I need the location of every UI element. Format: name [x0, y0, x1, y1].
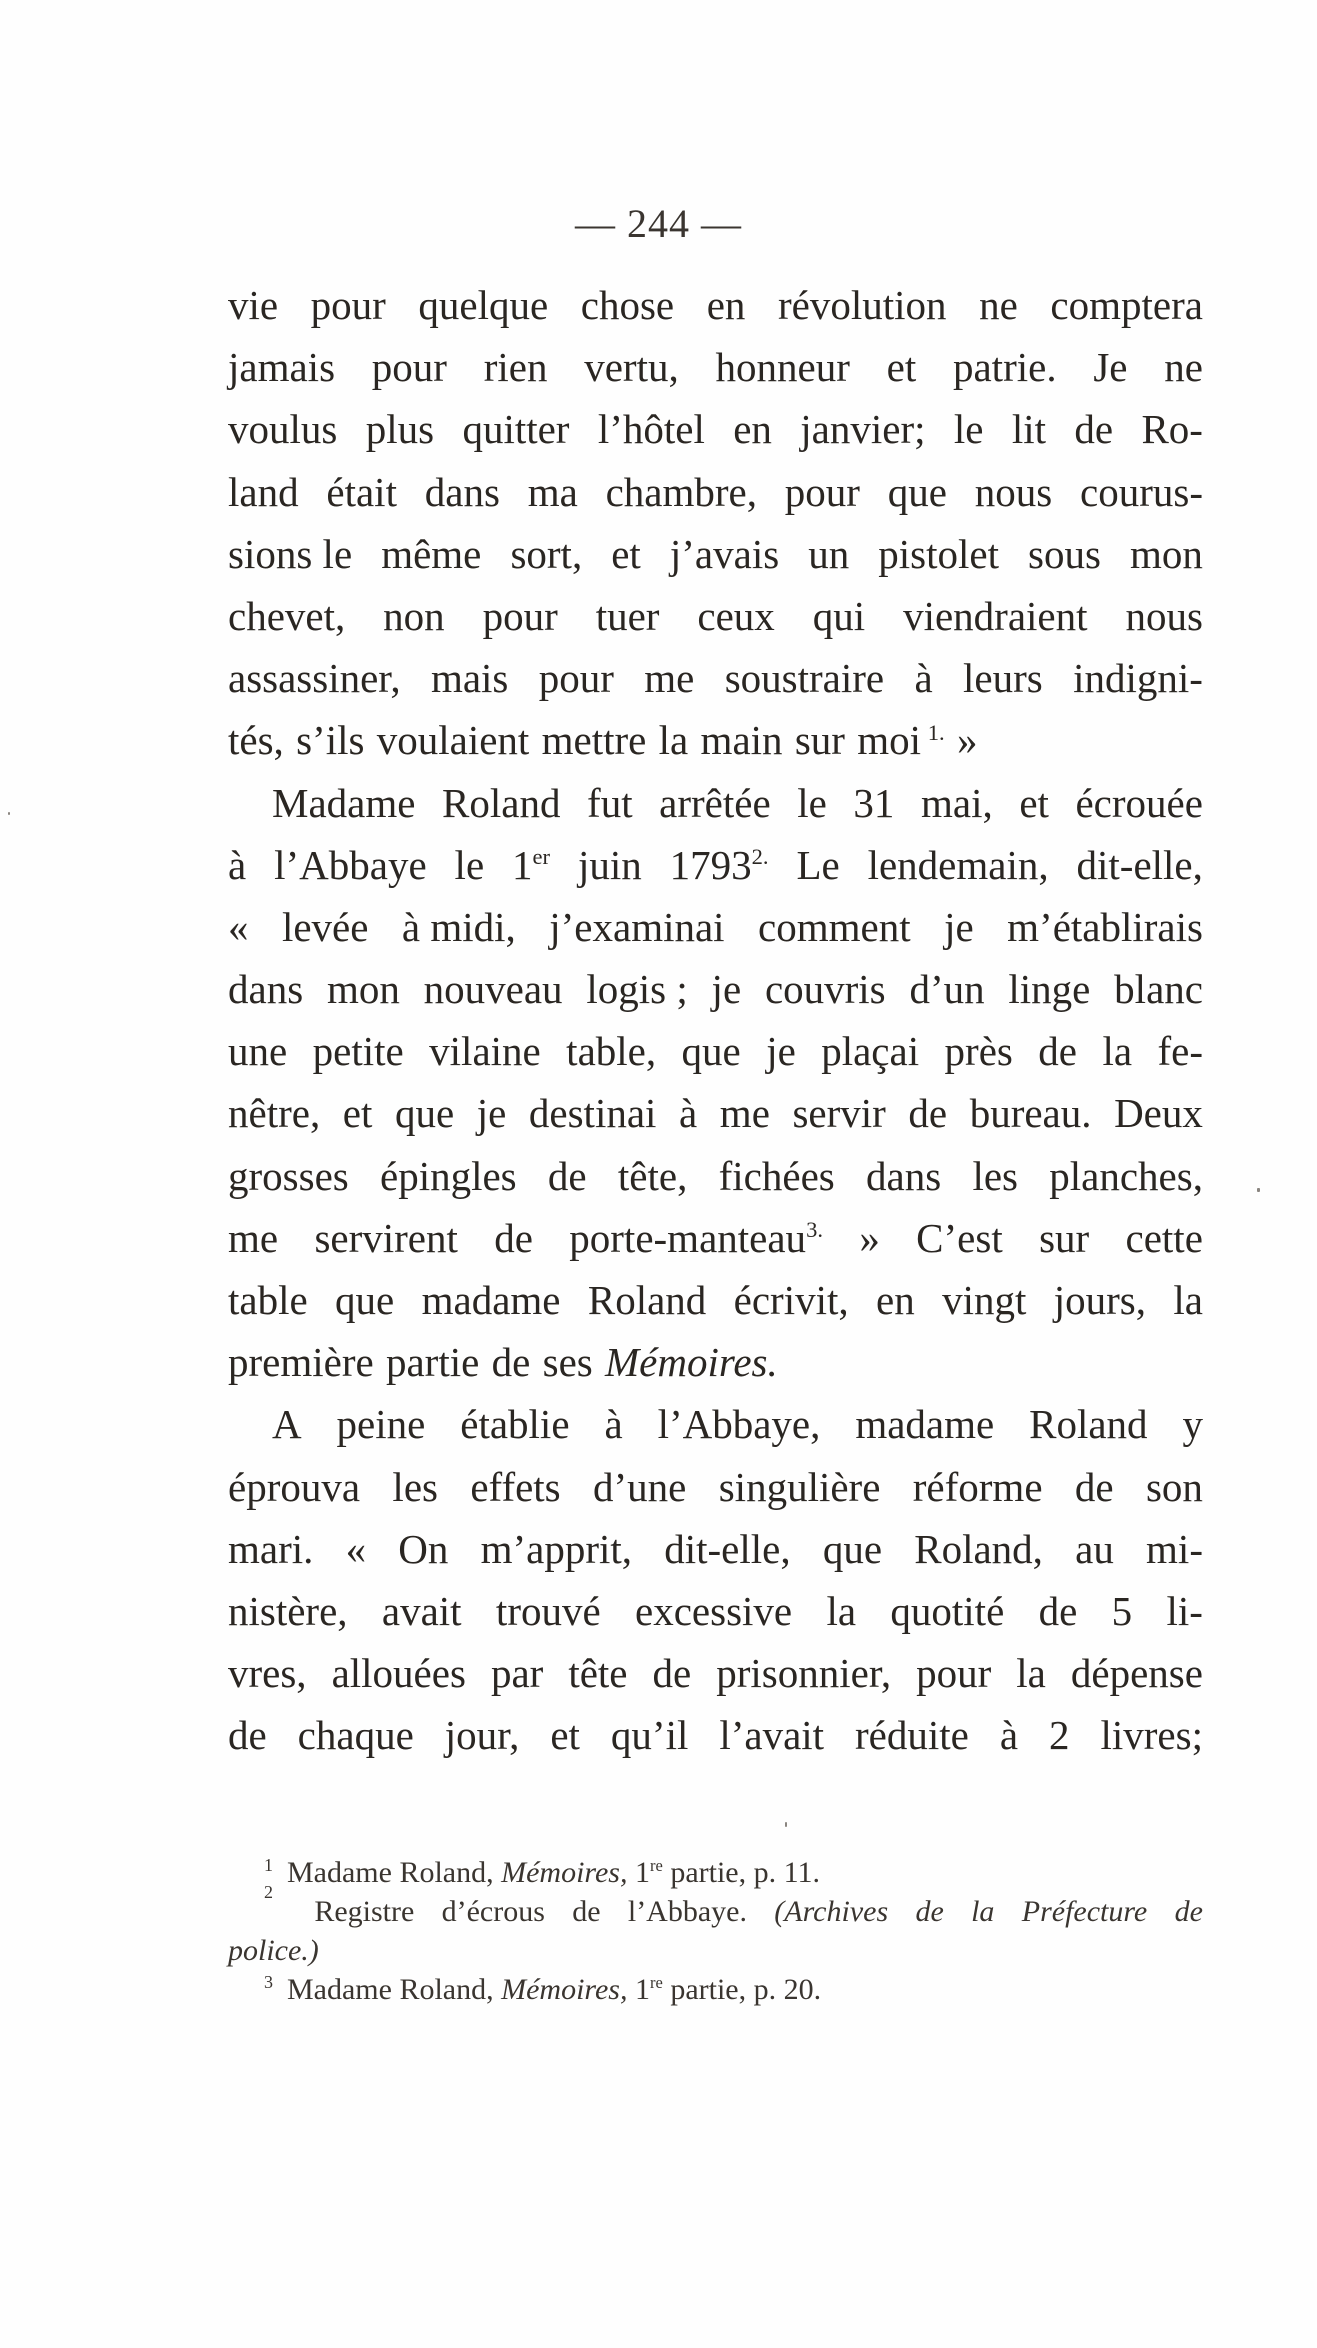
footnote-number: 1 [264, 1855, 273, 1875]
word: dit-elle, [1076, 841, 1203, 888]
word: réforme [912, 1463, 1043, 1510]
word: vingt [942, 1277, 1027, 1323]
word: plaçai [821, 1028, 920, 1075]
word: l’avait [719, 1712, 825, 1759]
word: et [1019, 779, 1049, 826]
word: de [491, 1339, 531, 1386]
word: honneur [715, 344, 850, 391]
text-line [228, 336, 1203, 398]
word: sions le [228, 530, 353, 577]
word: Roland [1029, 1401, 1148, 1448]
footnote-word: la [971, 1895, 995, 1928]
word: mari. [228, 1525, 314, 1572]
word: Le [796, 841, 840, 888]
text-line [228, 1207, 1203, 1269]
word: les [392, 1463, 438, 1510]
word: vres, [228, 1650, 307, 1697]
word: li- [1166, 1587, 1203, 1634]
word: une [228, 1028, 288, 1075]
word: linge [1008, 966, 1091, 1013]
footnote-number: 3 [264, 1972, 273, 1992]
footnote-sup: re [649, 1856, 663, 1875]
word: d’une [593, 1463, 687, 1510]
word: cette [1125, 1214, 1203, 1261]
text-line [228, 1456, 1203, 1518]
word: pour [916, 1650, 992, 1697]
word: lit [1011, 406, 1047, 453]
word: dépense [1070, 1650, 1203, 1697]
word: grosses [228, 1152, 349, 1199]
word: avait [381, 1587, 462, 1634]
word: table, [566, 1028, 657, 1075]
word: couvris [764, 966, 886, 1013]
word: lendemain, [867, 841, 1049, 888]
footnote-text: partie, p. 11. [662, 1856, 820, 1889]
word: de [652, 1650, 692, 1697]
text-line [228, 1331, 1203, 1393]
word: pour [482, 592, 558, 639]
text-line [228, 1642, 1203, 1704]
word: assassiner, [228, 655, 401, 702]
word: main [700, 717, 783, 764]
word: dans [228, 966, 304, 1013]
word: moi [857, 717, 922, 764]
footnote-text: Madame Roland, [287, 1856, 502, 1889]
word: 5 [1111, 1587, 1133, 1634]
word: j’avais [669, 530, 780, 577]
word: janvier; [800, 406, 926, 453]
word: 31 [853, 779, 895, 826]
word: « [345, 1525, 367, 1572]
word: me [719, 1090, 770, 1137]
word: ceux [697, 592, 775, 639]
word: dans [424, 468, 500, 515]
word: réduite [855, 1712, 969, 1759]
word: s’ils [296, 717, 365, 764]
word: de [1074, 406, 1114, 453]
text-line [228, 896, 1203, 958]
word: la [658, 717, 689, 764]
word: mettre [541, 717, 647, 764]
word: allouées [331, 1650, 466, 1697]
word: que [335, 1277, 395, 1323]
footnote-word: d’écrous [441, 1895, 545, 1928]
word: la [1173, 1277, 1203, 1323]
footnote-word: (Archives [774, 1895, 889, 1928]
word: que [681, 1028, 741, 1075]
word: ne [1164, 344, 1203, 391]
word: je [476, 1090, 507, 1137]
word: prisonnier, [716, 1650, 892, 1697]
word: mon [326, 966, 400, 1013]
word: de [547, 1152, 587, 1199]
word: 1793 [669, 841, 752, 888]
word: On [398, 1525, 449, 1572]
word: tête, [617, 1152, 688, 1199]
word: à midi, [401, 903, 516, 950]
word: blanc [1114, 966, 1203, 1013]
word: servirent [314, 1214, 458, 1261]
text-line [228, 647, 1203, 709]
word: soustraire [724, 655, 885, 702]
paper-speck [8, 812, 10, 815]
word: chambre, [605, 468, 757, 515]
text-line [228, 1082, 1203, 1144]
text-line [228, 709, 1203, 771]
word: un [808, 530, 850, 577]
text-line [228, 1393, 1203, 1455]
word: vie [228, 282, 279, 328]
word: nistère, [228, 1587, 348, 1634]
word: m’apprit, [480, 1525, 633, 1572]
word: A [272, 1401, 302, 1448]
word: Roland, [914, 1525, 1043, 1572]
word: en [876, 1277, 915, 1323]
page-number: — 244 — [575, 201, 742, 246]
word: nous [974, 468, 1053, 515]
word: Roland [442, 779, 561, 826]
body-text [228, 274, 1203, 1767]
word: à [914, 655, 933, 702]
word: en [733, 406, 772, 453]
word: indigni- [1073, 655, 1203, 702]
word: jour, [444, 1712, 520, 1759]
footnote-text: partie, p. 20. [662, 1973, 822, 2006]
word: singulière [718, 1463, 881, 1510]
word: pour [371, 344, 447, 391]
word: pour [784, 468, 860, 515]
text-line [228, 1145, 1203, 1207]
word: écrivit, [733, 1277, 849, 1323]
word: et [886, 344, 917, 391]
word: à [228, 841, 247, 888]
text-line [228, 274, 1203, 336]
word: trouvé [495, 1587, 601, 1634]
text-line [228, 772, 1203, 834]
word: je [711, 966, 742, 1013]
paper-speck [785, 1822, 787, 1827]
footnote-text: 1 [627, 1973, 650, 2006]
text-line [228, 958, 1203, 1020]
word: C’est [916, 1214, 1003, 1261]
word: en [706, 282, 746, 328]
word: fut [587, 779, 633, 826]
word: de [1074, 1463, 1114, 1510]
word: tés, [228, 717, 284, 764]
word: première [228, 1339, 374, 1386]
word: que [394, 1090, 455, 1137]
word: de [1038, 1028, 1077, 1075]
word: à [999, 1712, 1019, 1759]
text-line [228, 1269, 1203, 1331]
word: destinai [528, 1090, 657, 1137]
footnote-continuation [228, 1931, 1203, 1970]
word: au [1075, 1525, 1114, 1572]
word: mai, [921, 779, 993, 826]
word: de [908, 1090, 948, 1137]
word: me [644, 655, 695, 702]
text-line [228, 1580, 1203, 1642]
word: nous [1125, 592, 1203, 639]
footnote-text: 1 [627, 1856, 650, 1889]
word: » [957, 717, 978, 764]
word: pistolet [878, 530, 999, 577]
word: effets [470, 1463, 561, 1510]
word: nouveau [423, 966, 563, 1013]
word: fe- [1157, 1028, 1203, 1075]
word: l’Abbaye, [657, 1401, 821, 1448]
word: épingles [380, 1152, 517, 1199]
word: le [953, 406, 984, 453]
word: comment [758, 903, 911, 950]
word: Roland [587, 1277, 707, 1323]
word-with-note: moi 1. [857, 709, 944, 771]
word: sur [1039, 1214, 1090, 1261]
word: le [454, 841, 485, 888]
word: dit-elle, [664, 1525, 791, 1572]
word: servir [792, 1090, 886, 1137]
word: patrie. [952, 344, 1057, 391]
word: que [822, 1525, 883, 1572]
footnote [228, 1970, 1203, 2009]
text-line [228, 1020, 1203, 1082]
word: mais [430, 655, 509, 702]
word: nêtre, [228, 1090, 321, 1137]
word: Deux [1114, 1090, 1203, 1137]
word: la [1016, 1650, 1046, 1697]
word: et [550, 1712, 580, 1759]
word: l’hôtel [597, 406, 705, 453]
word: la [826, 1587, 857, 1634]
word: quelque [418, 282, 549, 328]
word: chevet, [228, 592, 346, 639]
paper-speck [1257, 1188, 1260, 1192]
word: vertu, [584, 344, 679, 391]
footnote-number: 2 [264, 1882, 273, 1902]
word: me [228, 1214, 279, 1261]
word: logis ; [586, 966, 688, 1013]
word: de [494, 1214, 533, 1261]
word: près [944, 1028, 1013, 1075]
word: dans [866, 1152, 942, 1199]
word: plus [365, 406, 435, 453]
footnote-word: Préfecture [1021, 1895, 1148, 1928]
footnote-text: Madame Roland, [287, 1973, 502, 2006]
word: juin [577, 841, 642, 888]
word: et [611, 530, 641, 577]
word: le [797, 779, 827, 826]
word: voulaient [376, 717, 530, 764]
footnote-word: police.) [228, 1934, 319, 1967]
word: qu’il [610, 1712, 689, 1759]
word: porte-manteau [569, 1214, 807, 1261]
word: je [944, 903, 974, 950]
word: vilaine [429, 1028, 541, 1075]
word: planches, [1049, 1152, 1203, 1199]
text-line [228, 1518, 1203, 1580]
word: jours, [1053, 1277, 1146, 1323]
word: leurs [963, 655, 1043, 702]
word: table [228, 1277, 308, 1323]
word: Je [1093, 344, 1128, 391]
word: l’Abbaye [274, 841, 427, 888]
word: voulus [228, 406, 338, 453]
word: pour [310, 282, 386, 328]
word-with-note: porte-manteau3. [569, 1207, 823, 1269]
word: d’un [909, 966, 985, 1013]
word: mon [1130, 530, 1203, 577]
word: chaque [297, 1712, 414, 1759]
word: Madame [272, 779, 416, 826]
word: quitter [462, 406, 570, 453]
word: chose [580, 282, 675, 328]
word: viendraient [903, 592, 1088, 639]
footnote-word: de [572, 1895, 601, 1928]
text-line [228, 1704, 1203, 1766]
word: madame [421, 1277, 561, 1323]
word: et [342, 1090, 373, 1137]
word: mi- [1146, 1525, 1203, 1572]
word: Mémoires. [605, 1339, 778, 1386]
footnote-word: de [1174, 1895, 1203, 1928]
word: » [859, 1214, 880, 1261]
word: quotité [890, 1587, 1005, 1634]
word: 1 [512, 841, 533, 888]
word-with-note: 1er [512, 834, 550, 896]
word: je [766, 1028, 796, 1075]
word: la [1102, 1028, 1133, 1075]
text-line [228, 585, 1203, 647]
word: sur [794, 717, 845, 764]
word: ne [979, 282, 1018, 328]
word: Ro- [1141, 406, 1203, 453]
word: courus- [1080, 468, 1203, 515]
word: « [228, 903, 249, 950]
word: révolution [778, 282, 947, 328]
word: écrouée [1075, 779, 1203, 826]
word: non [383, 592, 445, 639]
text-line [228, 461, 1203, 523]
footnote-word: de [915, 1895, 944, 1928]
word: qui [812, 592, 866, 639]
footnote-title: Mémoires, [501, 1973, 628, 2006]
word: m’établirais [1007, 903, 1203, 950]
word: levée [281, 903, 369, 950]
word: partie [385, 1339, 480, 1386]
word: livres; [1100, 1712, 1203, 1759]
word-with-note: 17932. [670, 834, 769, 896]
word: ma [527, 468, 578, 515]
word: 2 [1049, 1712, 1070, 1759]
word: à [679, 1090, 698, 1137]
footnote [228, 1853, 1203, 1892]
word: éprouva [228, 1463, 361, 1510]
word: de [1038, 1587, 1078, 1634]
word: rien [483, 344, 548, 391]
word: de [228, 1712, 267, 1759]
word: bureau. [969, 1090, 1092, 1137]
text-line [228, 398, 1203, 460]
footnote-word: Registre [314, 1895, 415, 1928]
word: arrêtée [659, 779, 771, 826]
word: jamais [228, 344, 336, 391]
word: sort, [510, 530, 583, 577]
word: fichées [718, 1152, 835, 1199]
footnotes [228, 1853, 1203, 2009]
word: tuer [595, 592, 660, 639]
text-line [228, 834, 1203, 896]
word: établie [460, 1401, 570, 1448]
word: par [490, 1650, 544, 1697]
word: pour [538, 655, 614, 702]
word: son [1145, 1463, 1203, 1510]
footnote-sup: re [649, 1973, 663, 1992]
word: sous [1028, 530, 1101, 577]
word: tête [568, 1650, 628, 1697]
footnote-title: Mémoires, [501, 1856, 628, 1889]
text-line [228, 523, 1203, 585]
word: ses [542, 1339, 593, 1386]
word: petite [312, 1028, 404, 1075]
word: land [228, 468, 299, 515]
word: à [604, 1401, 623, 1448]
word: y [1182, 1401, 1203, 1448]
word: comptera [1050, 282, 1203, 328]
word: que [887, 468, 947, 515]
word: excessive [635, 1587, 793, 1634]
word: était [326, 468, 397, 515]
word: même [381, 530, 482, 577]
word: j’examinai [549, 903, 725, 950]
word: peine [336, 1401, 426, 1448]
footnote-word: l’Abbaye. [627, 1895, 747, 1928]
word: les [972, 1152, 1018, 1199]
footnote [228, 1882, 1203, 1931]
word: madame [855, 1401, 995, 1448]
